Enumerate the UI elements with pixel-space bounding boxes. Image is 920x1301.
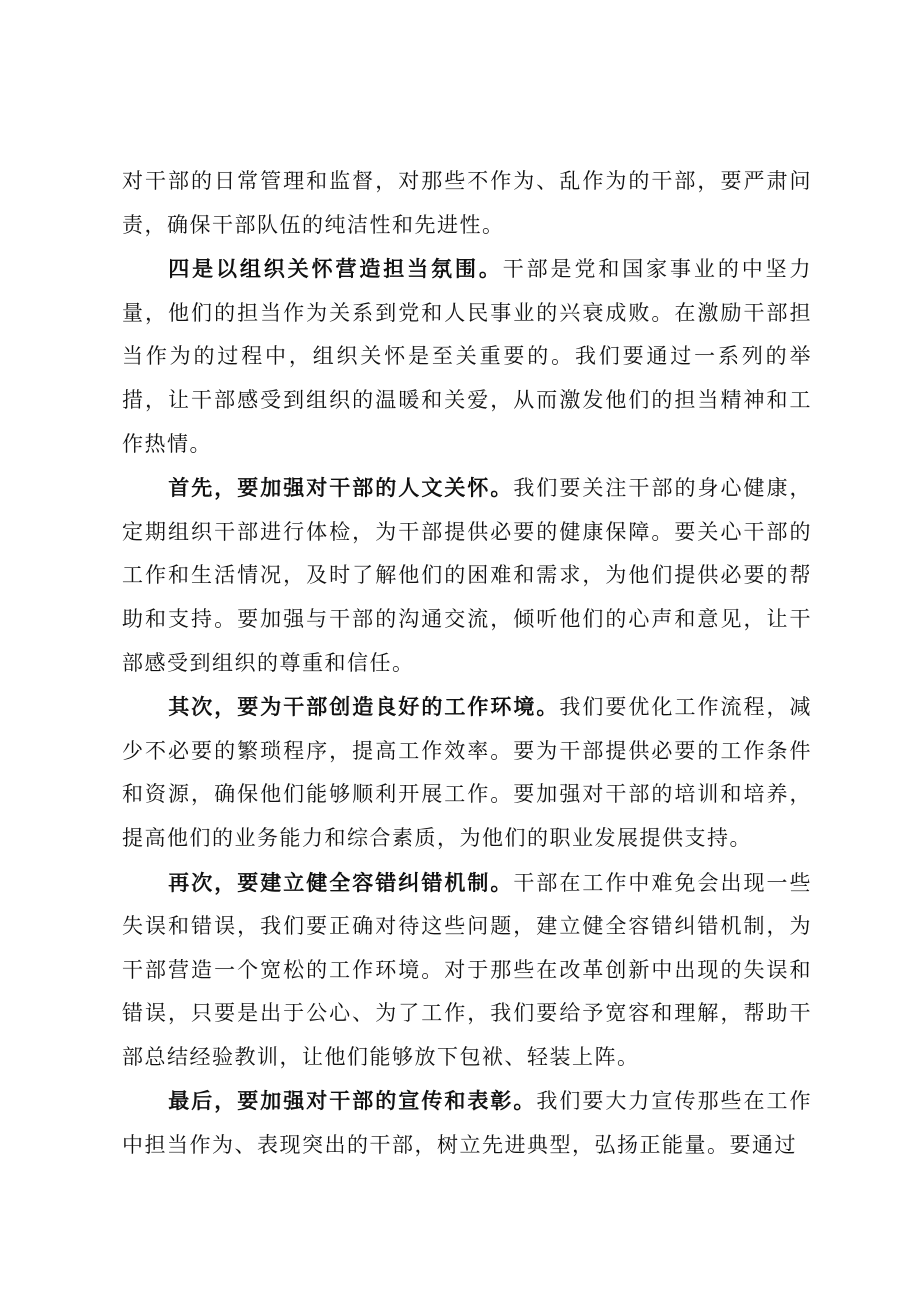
paragraph-text: 干部在工作中难免会出现一些失误和错误，我们要正确对待这些问题，建立健全容错纠错机制，为干部营造一个宽松的工作环境。对于那些在改革创新中出现的失误和错误，只要是出于公心、为了工作，我们要给予宽容和理解，帮助干部总结经验教训，让他们能够放下包袱、轻装上阵。 [122,870,813,1069]
document-body [122,160,812,1168]
paragraph-text: 干部是党和国家事业的中坚力量，他们的担当作为关系到党和人民事业的兴衰成败。在激励干部担当作为的过程中，组织关怀是至关重要的。我们要通过一系列的举措，让干部感受到组织的温暖和关爱，从而激发他们的担当精神和工作热情。 [122,257,813,456]
paragraph-text: 我们要大力宣传那些在工作中担当作为、表现突出的干部，树立先进典型，弘扬正能量。要通过 [122,1089,813,1158]
paragraph-second [122,685,812,860]
paragraph-first [122,466,812,685]
paragraph-text: 我们要关注干部的身心健康，定期组织干部进行体检，为干部提供必要的健康保障。要关心干部的工作和生活情况，及时了解他们的困难和需求，为他们提供必要的帮助和支持。要加强与干部的沟通交流，倾听他们的心声和意见，让干部感受到组织的尊重和信任。 [122,476,813,675]
paragraph-heading: 最后，要加强对干部的宣传和表彰。 [168,1088,537,1114]
paragraph-heading: 再次，要建立健全容错纠错机制。 [168,869,514,895]
paragraph-heading: 首先，要加强对干部的人文关怀。 [168,475,514,501]
paragraph-last [122,1079,812,1167]
paragraph-heading: 其次，要为干部创造良好的工作环境。 [168,694,560,720]
paragraph-organizational-care [122,247,812,466]
paragraph-third [122,861,812,1080]
paragraph-heading: 四是以组织关怀营造担当氛围。 [168,256,503,282]
paragraph-continuation [122,160,812,247]
paragraph-text: 对干部的日常管理和监督，对那些不作为、乱作为的干部，要严肃问责，确保干部队伍的纯洁性和先进性。 [122,169,812,237]
paragraph-text: 我们要优化工作流程，减少不必要的繁琐程序，提高工作效率。要为干部提供必要的工作条件和资源，确保他们能够顺利开展工作。要加强对干部的培训和培养，提高他们的业务能力和综合素质，为他们的职业发展提供支持。 [122,695,813,850]
